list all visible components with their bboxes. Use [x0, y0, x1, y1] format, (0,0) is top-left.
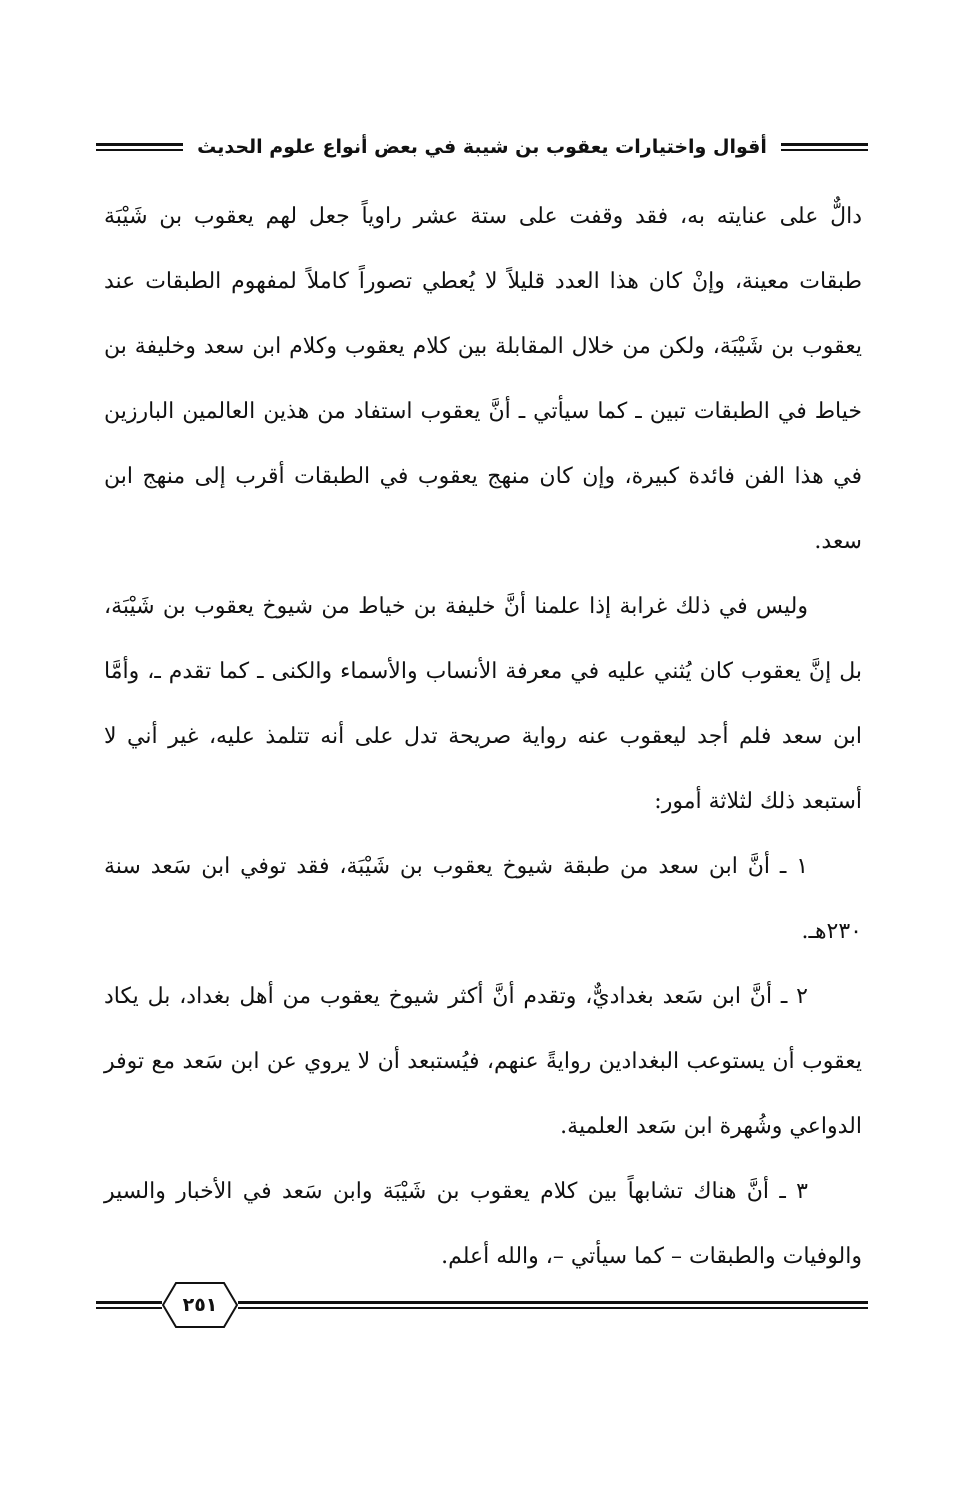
page-footer [96, 1282, 868, 1328]
paragraph-2: وليس في ذلك غرابة إذا علمنا أنَّ خليفة بن خياط من شيوخ يعقوب بن شَيْبَة، بل إنَّ يعقوب كان يُثني عليه في معرفة الأنساب والأسماء والكنى ـ كما تقدم ـ، وأمَّا ابن سعد فلم أجد ليعقوب عنه رواية صريحة تدل على أنه تتلمذ عليه، غير أني لا أستبعد ذلك لثلاثة أمور: [104, 594, 862, 814]
page-number: ٢٥١ [182, 1294, 218, 1316]
paragraph-1: دالٌّ على عنايته به، فقد وقفت على ستة عشر راوياً جعل لهم يعقوب بن شَيْبَة طبقات معينة، وإنْ كان هذا العدد قليلاً لا يُعطي تصوراً كاملاً لمفهوم الطبقات عند يعقوب بن شَيْبَة، ولكن من خلال المقابلة بين كلام يعقوب وكلام ابن سعد وخليفة بن خياط في الطبقات تبين ـ كما سيأتي ـ أنَّ يعقوب استفاد من هذين العالمين البارزين في هذا الفن فائدة كبيرة، وإن كان منهج يعقوب في الطبقات أقرب إلى منهج ابن سعد. [104, 204, 862, 554]
page-body [104, 184, 862, 1289]
list-item-1: ١ ـ أنَّ ابن سعد من طبقة شيوخ يعقوب بن شَيْبَة، فقد توفي ابن سَعد سنة ٢٣٠هـ. [104, 854, 862, 944]
page-number-badge [162, 1282, 238, 1328]
running-header [96, 132, 868, 162]
header-rule-left [96, 143, 183, 151]
list-item-3: ٣ ـ أنَّ هناك تشابهاً بين كلام يعقوب بن شَيْبَة وابن سَعد في الأخبار والسير والوفيات والطبقات – كما سيأتي –، والله أعلم. [104, 1179, 862, 1269]
header-title: أقوال واختيارات يعقوب بن شيبة في بعض أنواع علوم الحديث [197, 136, 767, 158]
list-item-2: ٢ ـ أنَّ ابن سَعد بغداديٌّ، وتقدم أنَّ أكثر شيوخ يعقوب من أهل بغداد، بل يكاد يعقوب أن يستوعب البغدادين روايةً عنهم، فيُستبعد أن لا يروي عن ابن سَعد مع توفر الدواعي وشُهرة ابن سَعد العلمية. [104, 984, 862, 1139]
header-rule-right [781, 143, 868, 151]
